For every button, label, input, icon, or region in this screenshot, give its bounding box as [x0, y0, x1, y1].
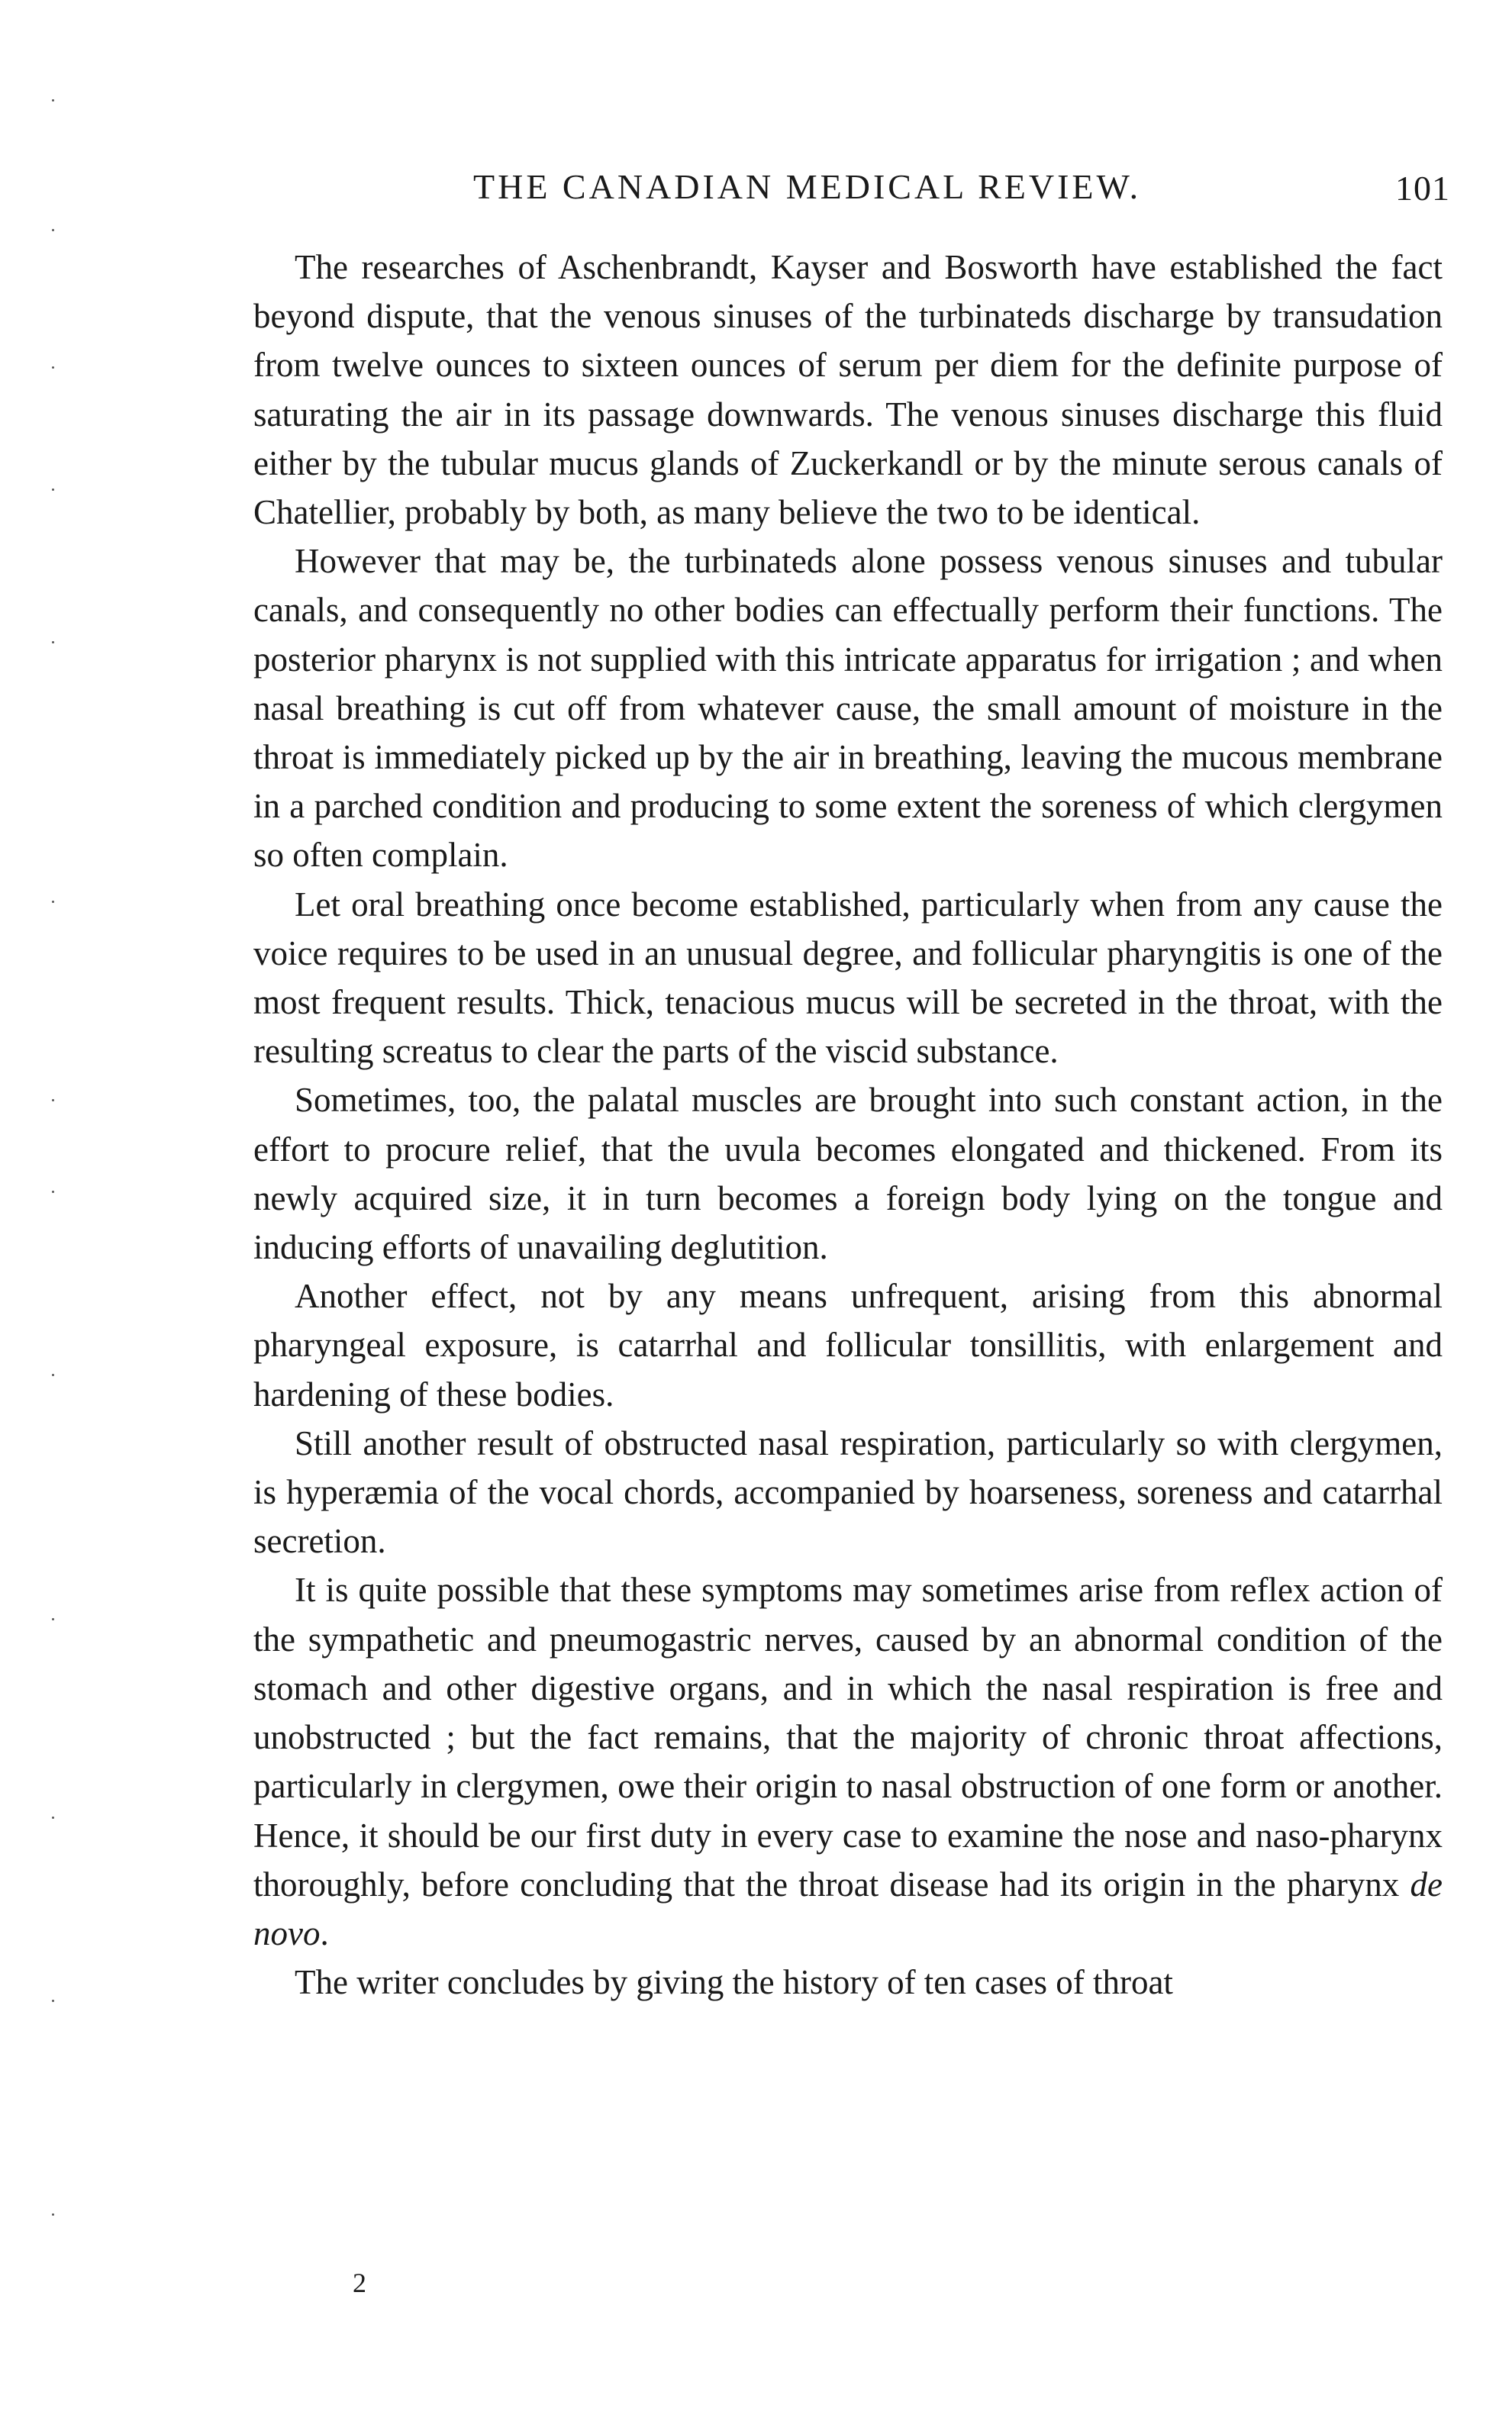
paragraph: Let oral breathing once become established, particularly when from any cause the voice requires to be used in an unusual degree, and follicular pharyngitis is one of the most frequent results. Thick, tenacious mucus will be secreted in the throat, with the resulting screatus to clear the parts of the viscid substance. — [253, 885, 1443, 1071]
paragraph-text: It is quite possible that these symptoms may sometimes arise from reflex action of the sympathetic and pneumogastric nerves, caused by an abnormal condition of the stomach and other digestive organs, and in which the nasal respiration is free and unobstructed ; but the fact remains, that the majority of chronic throat affections, particularly in clergymen, owe their origin to nasal obstruction of one form or another. Hence, it should be our first duty in every case to examine the nose and naso-pharynx thoroughly, before concluding that the throat disease had its origin in the pharynx — [253, 1571, 1443, 1904]
paragraph: However that may be, the turbinateds alone possess venous sinuses and tubular canals, and consequently no other bodies can effectually perform their functions. The posterior pharynx is not supplied with this intricate apparatus for irrigation ; and when nasal breathing is cut off from whatever cause, the small amount of moisture in the throat is immediately picked up by the air in breathing, leaving the mucous membrane in a parched condition and producing to some extent the soreness of which clergymen so often complain. — [253, 542, 1443, 875]
paragraph: Sometimes, too, the palatal muscles are brought into such constant action, in the effort to procure relief, that the uvula becomes elongated and thickened. From its newly acquired size, it in turn becomes a foreign body lying on the tongue and inducing efforts of unavailing deglutition. — [253, 1081, 1443, 1267]
left-margin-specks — [46, 0, 61, 2434]
page-number: 101 — [1395, 169, 1450, 208]
italic-phrase: de novo — [253, 1865, 1443, 1952]
page-header — [252, 166, 1450, 220]
paragraph: The writer concludes by giving the history of ten cases of throat — [295, 1963, 1173, 2002]
running-title: THE CANADIAN MEDICAL REVIEW. — [473, 167, 1142, 206]
paragraph: Still another result of obstructed nasal respiration, particularly so with clergymen, is hyperæmia of the vocal chords, accompanied by hoarseness, soreness and catarrhal secretion. — [253, 1423, 1443, 1561]
paragraph: Another effect, not by any means unfrequent, arising from this abnormal pharyngeal exposure, is catarrhal and follicular tonsillitis, with enlargement and hardening of these bodies. — [253, 1277, 1443, 1414]
paragraph-end: . — [320, 1913, 329, 1952]
paragraph — [253, 1565, 1443, 1958]
signature-mark: 2 — [353, 2268, 366, 2298]
article-body — [253, 243, 1443, 2007]
paragraph: The researches of Aschenbrandt, Kayser and Bosworth have established the fact beyond dispute, that the venous sinuses of the turbinateds discharge by transudation from twelve ounces to sixteen ounces of serum per diem for the definite purpose of saturating the air in its passage downwards. The venous sinuses discharge this fluid either by the tubular mucus glands of Zuckerkandl or by the minute serous canals of Chatellier, probably by both, as many believe the two to be identical. — [253, 248, 1443, 532]
